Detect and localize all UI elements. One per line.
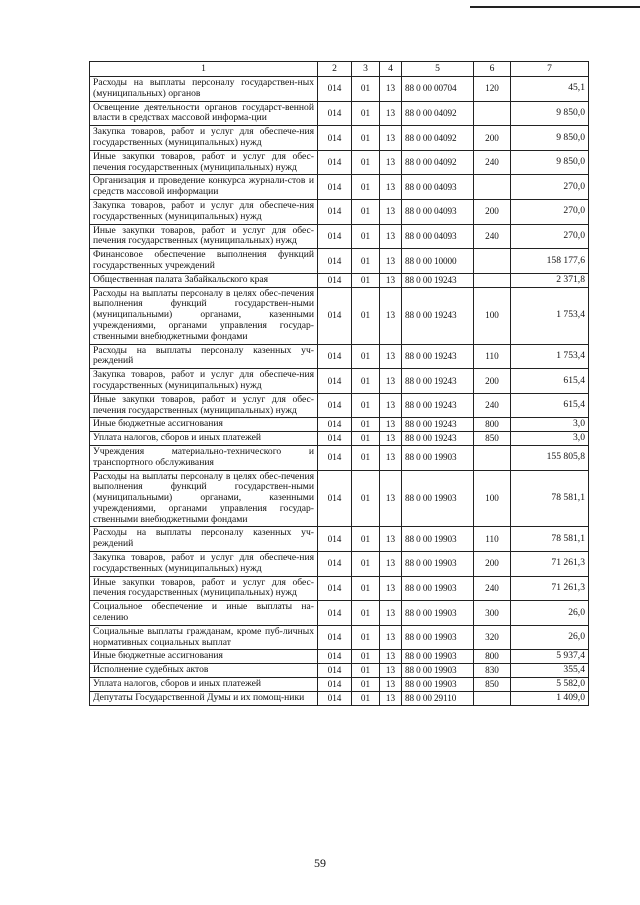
row-csr-cell: 88 0 00 04093: [402, 224, 474, 249]
row-pr-cell: 13: [380, 369, 402, 394]
row-sum-cell: 78 581,1: [511, 470, 589, 527]
row-rz-cell: 01: [352, 552, 380, 577]
row-rz-cell: 01: [352, 175, 380, 200]
row-name-cell: Исполнение судебных актов: [90, 664, 318, 678]
row-rz-cell: 01: [352, 77, 380, 102]
row-vr-cell: [474, 273, 511, 287]
table-row: [90, 691, 589, 705]
row-sum-cell: 5 937,4: [511, 650, 589, 664]
row-rz-cell: 01: [352, 287, 380, 344]
row-rz-cell: 01: [352, 445, 380, 470]
row-sum-cell: 78 581,1: [511, 527, 589, 552]
row-name-cell: Социальные выплаты гражданам, кроме пуб-личных нормативных социальных выплат: [90, 625, 318, 650]
row-rz-cell: 01: [352, 691, 380, 705]
row-pr-cell: 13: [380, 101, 402, 126]
row-vr-cell: 240: [474, 224, 511, 249]
row-vr-cell: 200: [474, 552, 511, 577]
row-csr-cell: 88 0 00 19903: [402, 664, 474, 678]
row-csr-cell: 88 0 00 19903: [402, 601, 474, 626]
table-row: [90, 601, 589, 626]
table-row: [90, 150, 589, 175]
row-vr-cell: 100: [474, 287, 511, 344]
row-rz-cell: 01: [352, 418, 380, 432]
row-vr-cell: 200: [474, 369, 511, 394]
row-gr-cell: 014: [318, 175, 352, 200]
row-rz-cell: 01: [352, 601, 380, 626]
row-name-cell: Расходы на выплаты персоналу государствен-ных (муниципальных) органов: [90, 77, 318, 102]
row-name-cell: Освещение деятельности органов государст-венной власти в средствах массовой информа-ции: [90, 101, 318, 126]
row-pr-cell: 13: [380, 650, 402, 664]
row-rz-cell: 01: [352, 664, 380, 678]
row-name-cell: Учреждения материально-технического и транспортного обслуживания: [90, 445, 318, 470]
row-gr-cell: 014: [318, 650, 352, 664]
row-name-cell: Общественная палата Забайкальского края: [90, 273, 318, 287]
row-pr-cell: 13: [380, 576, 402, 601]
row-vr-cell: 240: [474, 150, 511, 175]
row-gr-cell: 014: [318, 445, 352, 470]
column-header-csr: 5: [402, 62, 474, 77]
row-sum-cell: 9 850,0: [511, 126, 589, 151]
row-csr-cell: 88 0 00 10000: [402, 249, 474, 274]
table-row: [90, 678, 589, 692]
row-csr-cell: 88 0 00 19903: [402, 650, 474, 664]
row-name-cell: Организация и проведение конкурса журнали-стов и средств массовой информации: [90, 175, 318, 200]
row-gr-cell: 014: [318, 432, 352, 446]
row-sum-cell: 158 177,6: [511, 249, 589, 274]
row-rz-cell: 01: [352, 224, 380, 249]
column-header-vr: 6: [474, 62, 511, 77]
row-name-cell: Расходы на выплаты персоналу казенных уч-реждений: [90, 527, 318, 552]
row-gr-cell: 014: [318, 101, 352, 126]
row-name-cell: Иные бюджетные ассигнования: [90, 650, 318, 664]
row-pr-cell: 13: [380, 175, 402, 200]
row-csr-cell: 88 0 00 19243: [402, 418, 474, 432]
table-row: [90, 552, 589, 577]
table-row: [90, 77, 589, 102]
header-row: [90, 62, 589, 77]
row-csr-cell: 88 0 00 19903: [402, 445, 474, 470]
row-rz-cell: 01: [352, 273, 380, 287]
row-sum-cell: 1 753,4: [511, 287, 589, 344]
row-csr-cell: 88 0 00 19243: [402, 273, 474, 287]
row-pr-cell: 13: [380, 249, 402, 274]
row-sum-cell: 5 582,0: [511, 678, 589, 692]
row-vr-cell: 240: [474, 576, 511, 601]
row-sum-cell: 270,0: [511, 199, 589, 224]
table-row: [90, 199, 589, 224]
row-vr-cell: 850: [474, 678, 511, 692]
row-sum-cell: 9 850,0: [511, 150, 589, 175]
row-pr-cell: 13: [380, 126, 402, 151]
row-vr-cell: 800: [474, 418, 511, 432]
row-sum-cell: 2 371,8: [511, 273, 589, 287]
row-name-cell: Депутаты Государственной Думы и их помощ-ники: [90, 691, 318, 705]
row-csr-cell: 88 0 00 19903: [402, 552, 474, 577]
row-vr-cell: [474, 445, 511, 470]
row-rz-cell: 01: [352, 576, 380, 601]
row-pr-cell: 13: [380, 150, 402, 175]
row-csr-cell: 88 0 00 19243: [402, 344, 474, 369]
row-csr-cell: 88 0 00 19243: [402, 393, 474, 418]
row-csr-cell: 88 0 00 19903: [402, 625, 474, 650]
row-vr-cell: 850: [474, 432, 511, 446]
row-pr-cell: 13: [380, 224, 402, 249]
row-vr-cell: 120: [474, 77, 511, 102]
row-sum-cell: 1 409,0: [511, 691, 589, 705]
page-number: 59: [314, 856, 326, 870]
row-sum-cell: 26,0: [511, 625, 589, 650]
row-rz-cell: 01: [352, 199, 380, 224]
row-name-cell: Финансовое обеспечение выполнения функций государственных учреждений: [90, 249, 318, 274]
row-pr-cell: 13: [380, 691, 402, 705]
row-gr-cell: 014: [318, 150, 352, 175]
row-pr-cell: 13: [380, 287, 402, 344]
row-pr-cell: 13: [380, 77, 402, 102]
row-gr-cell: 014: [318, 369, 352, 394]
row-name-cell: Закупка товаров, работ и услуг для обеспече-ния государственных (муниципальных) нужд: [90, 199, 318, 224]
row-sum-cell: 1 753,4: [511, 344, 589, 369]
top-rule: [470, 6, 640, 8]
row-sum-cell: 26,0: [511, 601, 589, 626]
row-pr-cell: 13: [380, 273, 402, 287]
row-gr-cell: 014: [318, 664, 352, 678]
row-gr-cell: 014: [318, 576, 352, 601]
row-gr-cell: 014: [318, 552, 352, 577]
row-sum-cell: 615,4: [511, 369, 589, 394]
row-vr-cell: 300: [474, 601, 511, 626]
row-name-cell: Иные закупки товаров, работ и услуг для обес-печения государственных (муниципальных) нужд: [90, 576, 318, 601]
row-pr-cell: 13: [380, 432, 402, 446]
budget-table: [89, 61, 589, 706]
table-row: [90, 650, 589, 664]
row-pr-cell: 13: [380, 678, 402, 692]
row-name-cell: Иные закупки товаров, работ и услуг для обес-печения государственных (муниципальных) нужд: [90, 224, 318, 249]
row-csr-cell: 88 0 00 29110: [402, 691, 474, 705]
row-vr-cell: 200: [474, 126, 511, 151]
row-pr-cell: 13: [380, 344, 402, 369]
row-csr-cell: 88 0 00 19903: [402, 470, 474, 527]
table-row: [90, 445, 589, 470]
column-header-rz: 3: [352, 62, 380, 77]
row-gr-cell: 014: [318, 527, 352, 552]
row-gr-cell: 014: [318, 625, 352, 650]
row-rz-cell: 01: [352, 470, 380, 527]
row-name-cell: Закупка товаров, работ и услуг для обеспече-ния государственных (муниципальных) нужд: [90, 369, 318, 394]
row-sum-cell: 71 261,3: [511, 552, 589, 577]
row-sum-cell: 155 805,8: [511, 445, 589, 470]
row-vr-cell: [474, 249, 511, 274]
row-sum-cell: 615,4: [511, 393, 589, 418]
table-row: [90, 470, 589, 527]
row-csr-cell: 88 0 00 04092: [402, 150, 474, 175]
table-row: [90, 527, 589, 552]
row-pr-cell: 13: [380, 552, 402, 577]
row-csr-cell: 88 0 00 19243: [402, 432, 474, 446]
row-rz-cell: 01: [352, 678, 380, 692]
row-name-cell: Расходы на выплаты персоналу в целях обес-печения выполнения функций государствен-ными (муниципальными) органами, казенными учреждениями, органами управления государ-ственными внебюджетными фондами: [90, 470, 318, 527]
row-vr-cell: 800: [474, 650, 511, 664]
table-row: [90, 224, 589, 249]
table-row: [90, 418, 589, 432]
row-rz-cell: 01: [352, 126, 380, 151]
row-vr-cell: 110: [474, 527, 511, 552]
row-gr-cell: 014: [318, 224, 352, 249]
row-csr-cell: 88 0 00 19243: [402, 287, 474, 344]
row-name-cell: Закупка товаров, работ и услуг для обеспече-ния государственных (муниципальных) нужд: [90, 126, 318, 151]
row-gr-cell: 014: [318, 273, 352, 287]
row-name-cell: Расходы на выплаты персоналу казенных уч-реждений: [90, 344, 318, 369]
table-row: [90, 369, 589, 394]
row-vr-cell: 320: [474, 625, 511, 650]
row-name-cell: Иные закупки товаров, работ и услуг для обес-печения государственных (муниципальных) нужд: [90, 150, 318, 175]
column-header-pr: 4: [380, 62, 402, 77]
row-gr-cell: 014: [318, 393, 352, 418]
column-header-sum: 7: [511, 62, 589, 77]
row-gr-cell: 014: [318, 249, 352, 274]
row-pr-cell: 13: [380, 527, 402, 552]
row-sum-cell: 3,0: [511, 432, 589, 446]
row-gr-cell: 014: [318, 601, 352, 626]
row-gr-cell: 014: [318, 287, 352, 344]
row-sum-cell: 270,0: [511, 175, 589, 200]
row-pr-cell: 13: [380, 601, 402, 626]
table-row: [90, 576, 589, 601]
row-rz-cell: 01: [352, 650, 380, 664]
row-sum-cell: 45,1: [511, 77, 589, 102]
table-body: [90, 77, 589, 706]
row-rz-cell: 01: [352, 344, 380, 369]
row-vr-cell: 240: [474, 393, 511, 418]
row-csr-cell: 88 0 00 19243: [402, 369, 474, 394]
row-gr-cell: 014: [318, 77, 352, 102]
row-pr-cell: 13: [380, 625, 402, 650]
row-csr-cell: 88 0 00 04092: [402, 101, 474, 126]
row-sum-cell: 3,0: [511, 418, 589, 432]
row-pr-cell: 13: [380, 470, 402, 527]
table-row: [90, 273, 589, 287]
row-vr-cell: 830: [474, 664, 511, 678]
column-header-gr: 2: [318, 62, 352, 77]
row-name-cell: Уплата налогов, сборов и иных платежей: [90, 678, 318, 692]
row-pr-cell: 13: [380, 199, 402, 224]
row-rz-cell: 01: [352, 625, 380, 650]
row-name-cell: Закупка товаров, работ и услуг для обеспече-ния государственных (муниципальных) нужд: [90, 552, 318, 577]
row-name-cell: Иные бюджетные ассигнования: [90, 418, 318, 432]
row-pr-cell: 13: [380, 418, 402, 432]
table-row: [90, 625, 589, 650]
row-csr-cell: 88 0 00 04093: [402, 199, 474, 224]
row-sum-cell: 9 850,0: [511, 101, 589, 126]
row-csr-cell: 88 0 00 04093: [402, 175, 474, 200]
row-gr-cell: 014: [318, 470, 352, 527]
row-rz-cell: 01: [352, 150, 380, 175]
row-rz-cell: 01: [352, 527, 380, 552]
row-gr-cell: 014: [318, 418, 352, 432]
row-rz-cell: 01: [352, 432, 380, 446]
row-rz-cell: 01: [352, 369, 380, 394]
table-row: [90, 249, 589, 274]
row-vr-cell: [474, 175, 511, 200]
row-vr-cell: [474, 691, 511, 705]
row-gr-cell: 014: [318, 126, 352, 151]
row-vr-cell: 110: [474, 344, 511, 369]
row-gr-cell: 014: [318, 691, 352, 705]
row-vr-cell: 200: [474, 199, 511, 224]
column-header-name: 1: [90, 62, 318, 77]
table-row: [90, 101, 589, 126]
row-csr-cell: 88 0 00 19903: [402, 576, 474, 601]
table-row: [90, 175, 589, 200]
row-sum-cell: 71 261,3: [511, 576, 589, 601]
row-pr-cell: 13: [380, 393, 402, 418]
row-gr-cell: 014: [318, 678, 352, 692]
row-sum-cell: 270,0: [511, 224, 589, 249]
row-pr-cell: 13: [380, 664, 402, 678]
row-name-cell: Иные закупки товаров, работ и услуг для обес-печения государственных (муниципальных) нужд: [90, 393, 318, 418]
row-vr-cell: 100: [474, 470, 511, 527]
table-row: [90, 126, 589, 151]
table-row: [90, 664, 589, 678]
row-gr-cell: 014: [318, 199, 352, 224]
row-vr-cell: [474, 101, 511, 126]
row-csr-cell: 88 0 00 19903: [402, 527, 474, 552]
row-name-cell: Уплата налогов, сборов и иных платежей: [90, 432, 318, 446]
row-csr-cell: 88 0 00 19903: [402, 678, 474, 692]
row-pr-cell: 13: [380, 445, 402, 470]
table-row: [90, 344, 589, 369]
row-csr-cell: 88 0 00 00704: [402, 77, 474, 102]
row-csr-cell: 88 0 00 04092: [402, 126, 474, 151]
table-row: [90, 393, 589, 418]
row-name-cell: Социальное обеспечение и иные выплаты на-селению: [90, 601, 318, 626]
table-row: [90, 287, 589, 344]
table-row: [90, 432, 589, 446]
row-rz-cell: 01: [352, 101, 380, 126]
row-rz-cell: 01: [352, 393, 380, 418]
row-gr-cell: 014: [318, 344, 352, 369]
row-name-cell: Расходы на выплаты персоналу в целях обес-печения выполнения функций государствен-ными (муниципальными) органами, казенными учреждениями, органами управления государ-ственными внебюджетными фондами: [90, 287, 318, 344]
row-rz-cell: 01: [352, 249, 380, 274]
row-sum-cell: 355,4: [511, 664, 589, 678]
